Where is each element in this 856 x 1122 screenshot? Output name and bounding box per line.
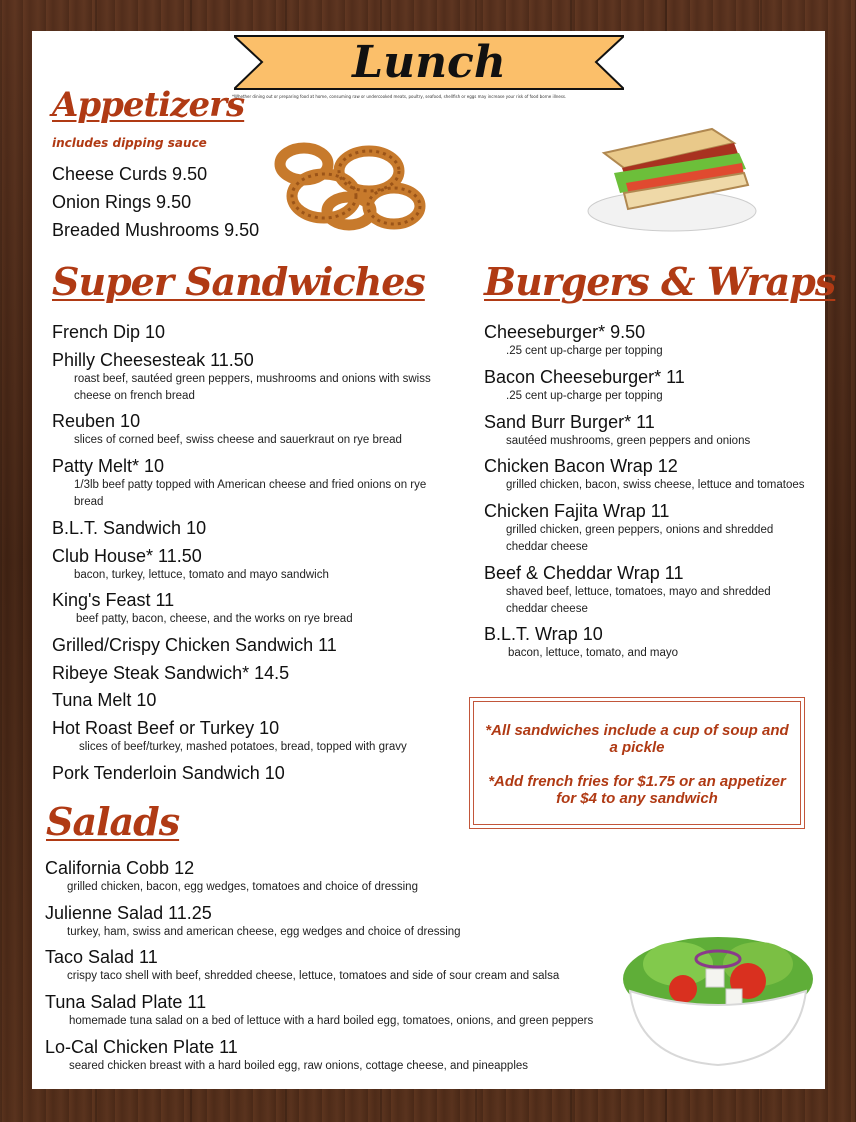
item-name: Patty Melt* 10 bbox=[52, 456, 165, 476]
item-description: beef patty, bacon, cheese, and the works on rye bread bbox=[76, 613, 353, 625]
item-name: Tuna Melt 10 bbox=[52, 690, 157, 710]
item-name: Lo-Cal Chicken Plate 11 bbox=[45, 1037, 238, 1057]
onion-rings-image bbox=[264, 126, 439, 236]
list-item bbox=[484, 500, 806, 556]
list-item bbox=[484, 562, 806, 618]
item-name: Breaded Mushrooms 9.50 bbox=[52, 220, 260, 240]
soup-pickle-note: *All sandwiches include a cup of soup and a pickle bbox=[485, 722, 789, 756]
menu-page bbox=[32, 31, 836, 1089]
item-name: Reuben 10 bbox=[52, 411, 141, 431]
list-item bbox=[52, 517, 206, 539]
item-name: Ribeye Steak Sandwich* 14.5 bbox=[52, 663, 290, 683]
item-name: Taco Salad 11 bbox=[45, 947, 158, 967]
item-description: homemade tuna salad on a bed of lettuce with a hard boiled egg, tomatoes, onions, and green peppers bbox=[69, 1015, 594, 1027]
list-item bbox=[484, 366, 685, 405]
list-item bbox=[484, 455, 826, 494]
item-name: Club House* 11.50 bbox=[52, 546, 202, 566]
list-item bbox=[52, 762, 285, 784]
item-name: Beef & Cheddar Wrap 11 bbox=[484, 563, 684, 583]
list-item bbox=[45, 946, 559, 985]
item-name: California Cobb 12 bbox=[45, 858, 195, 878]
item-name: Chicken Bacon Wrap 12 bbox=[484, 456, 678, 476]
item-name: Julienne Salad 11.25 bbox=[45, 903, 212, 923]
list-item bbox=[52, 163, 207, 185]
sandwich-notes-box bbox=[473, 701, 801, 825]
burgers-heading: Burgers & Wraps bbox=[484, 259, 836, 304]
item-description: turkey, ham, swiss and american cheese, egg wedges and choice of dressing bbox=[67, 926, 461, 938]
page-title: Lunch bbox=[352, 37, 506, 88]
item-name: Chicken Fajita Wrap 11 bbox=[484, 501, 670, 521]
list-item bbox=[52, 689, 156, 711]
list-item bbox=[52, 545, 434, 584]
list-item bbox=[52, 410, 434, 449]
list-item bbox=[484, 321, 663, 360]
item-description: sautéed mushrooms, green peppers and onions bbox=[506, 435, 751, 447]
item-name: Bacon Cheeseburger* 11 bbox=[484, 367, 685, 387]
item-description: slices of corned beef, swiss cheese and sauerkraut on rye bread bbox=[74, 434, 402, 446]
list-item bbox=[52, 589, 436, 628]
appetizers-note: includes dipping sauce bbox=[52, 136, 207, 150]
list-item bbox=[52, 321, 165, 343]
fries-addon-note: *Add french fries for $1.75 or an appetizer for $4 to any sandwich bbox=[488, 773, 786, 807]
item-description: crispy taco shell with beef, shredded cheese, lettuce, tomatoes and side of sour cream and salsa bbox=[67, 970, 560, 982]
list-item bbox=[52, 717, 459, 756]
item-description: slices of beef/turkey, mashed potatoes, bread, topped with gravy bbox=[79, 741, 407, 753]
item-name: King's Feast 11 bbox=[52, 590, 175, 610]
item-name: Pork Tenderloin Sandwich 10 bbox=[52, 763, 285, 783]
item-name: French Dip 10 bbox=[52, 322, 166, 342]
item-name: B.L.T. Wrap 10 bbox=[484, 624, 603, 644]
item-name: Cheeseburger* 9.50 bbox=[484, 322, 646, 342]
list-item bbox=[52, 349, 434, 405]
list-item bbox=[45, 902, 461, 941]
item-description: shaved beef, lettuce, tomatoes, mayo and shredded cheddar cheese bbox=[506, 586, 771, 615]
salads-heading: Salads bbox=[46, 799, 180, 844]
title-banner bbox=[234, 34, 624, 91]
item-name: Sand Burr Burger* 11 bbox=[484, 412, 655, 432]
item-description: .25 cent up-charge per topping bbox=[506, 390, 663, 402]
item-description: bacon, turkey, lettuce, tomato and mayo sandwich bbox=[74, 569, 329, 581]
list-item bbox=[484, 623, 678, 662]
appetizers-heading: Appetizers bbox=[52, 85, 245, 125]
list-item bbox=[52, 191, 191, 213]
item-description: grilled chicken, bacon, egg wedges, tomatoes and choice of dressing bbox=[67, 881, 418, 893]
item-name: Hot Roast Beef or Turkey 10 bbox=[52, 718, 280, 738]
item-name: Grilled/Crispy Chicken Sandwich 11 bbox=[52, 635, 337, 655]
item-name: Onion Rings 9.50 bbox=[52, 192, 192, 212]
item-name: Cheese Curds 9.50 bbox=[52, 164, 208, 184]
item-description: grilled chicken, green peppers, onions and shredded cheddar cheese bbox=[506, 524, 774, 553]
item-description: seared chicken breast with a hard boiled egg, raw onions, cottage cheese, and pineapples bbox=[69, 1060, 529, 1072]
food-safety-disclaimer: *Whether dining out or preparing food at home, consuming raw or undercooked meats, poultry, seafood, shellfish or eggs may increase your risk of food borne illness. bbox=[232, 94, 567, 99]
list-item bbox=[45, 1036, 528, 1075]
salad-bowl-image bbox=[608, 909, 823, 1069]
list-item bbox=[52, 662, 289, 684]
sandwich-image bbox=[584, 123, 759, 233]
list-item bbox=[45, 991, 593, 1030]
item-description: 1/3lb beef patty topped with American cheese and fried onions on rye bread bbox=[74, 479, 427, 508]
list-item bbox=[52, 219, 259, 241]
item-description: .25 cent up-charge per topping bbox=[506, 345, 663, 357]
list-item bbox=[484, 411, 750, 450]
item-description: bacon, lettuce, tomato, and mayo bbox=[508, 647, 679, 659]
item-description: grilled chicken, bacon, swiss cheese, lettuce and tomatoes bbox=[506, 479, 805, 491]
item-description: roast beef, sautéed green peppers, mushrooms and onions with swiss cheese on french bread bbox=[74, 373, 431, 402]
list-item bbox=[52, 634, 337, 656]
item-name: Tuna Salad Plate 11 bbox=[45, 992, 207, 1012]
list-item bbox=[45, 857, 418, 896]
item-name: B.L.T. Sandwich 10 bbox=[52, 518, 207, 538]
list-item bbox=[52, 455, 434, 511]
item-name: Philly Cheesesteak 11.50 bbox=[52, 350, 254, 370]
sandwiches-heading: Super Sandwiches bbox=[52, 259, 425, 304]
